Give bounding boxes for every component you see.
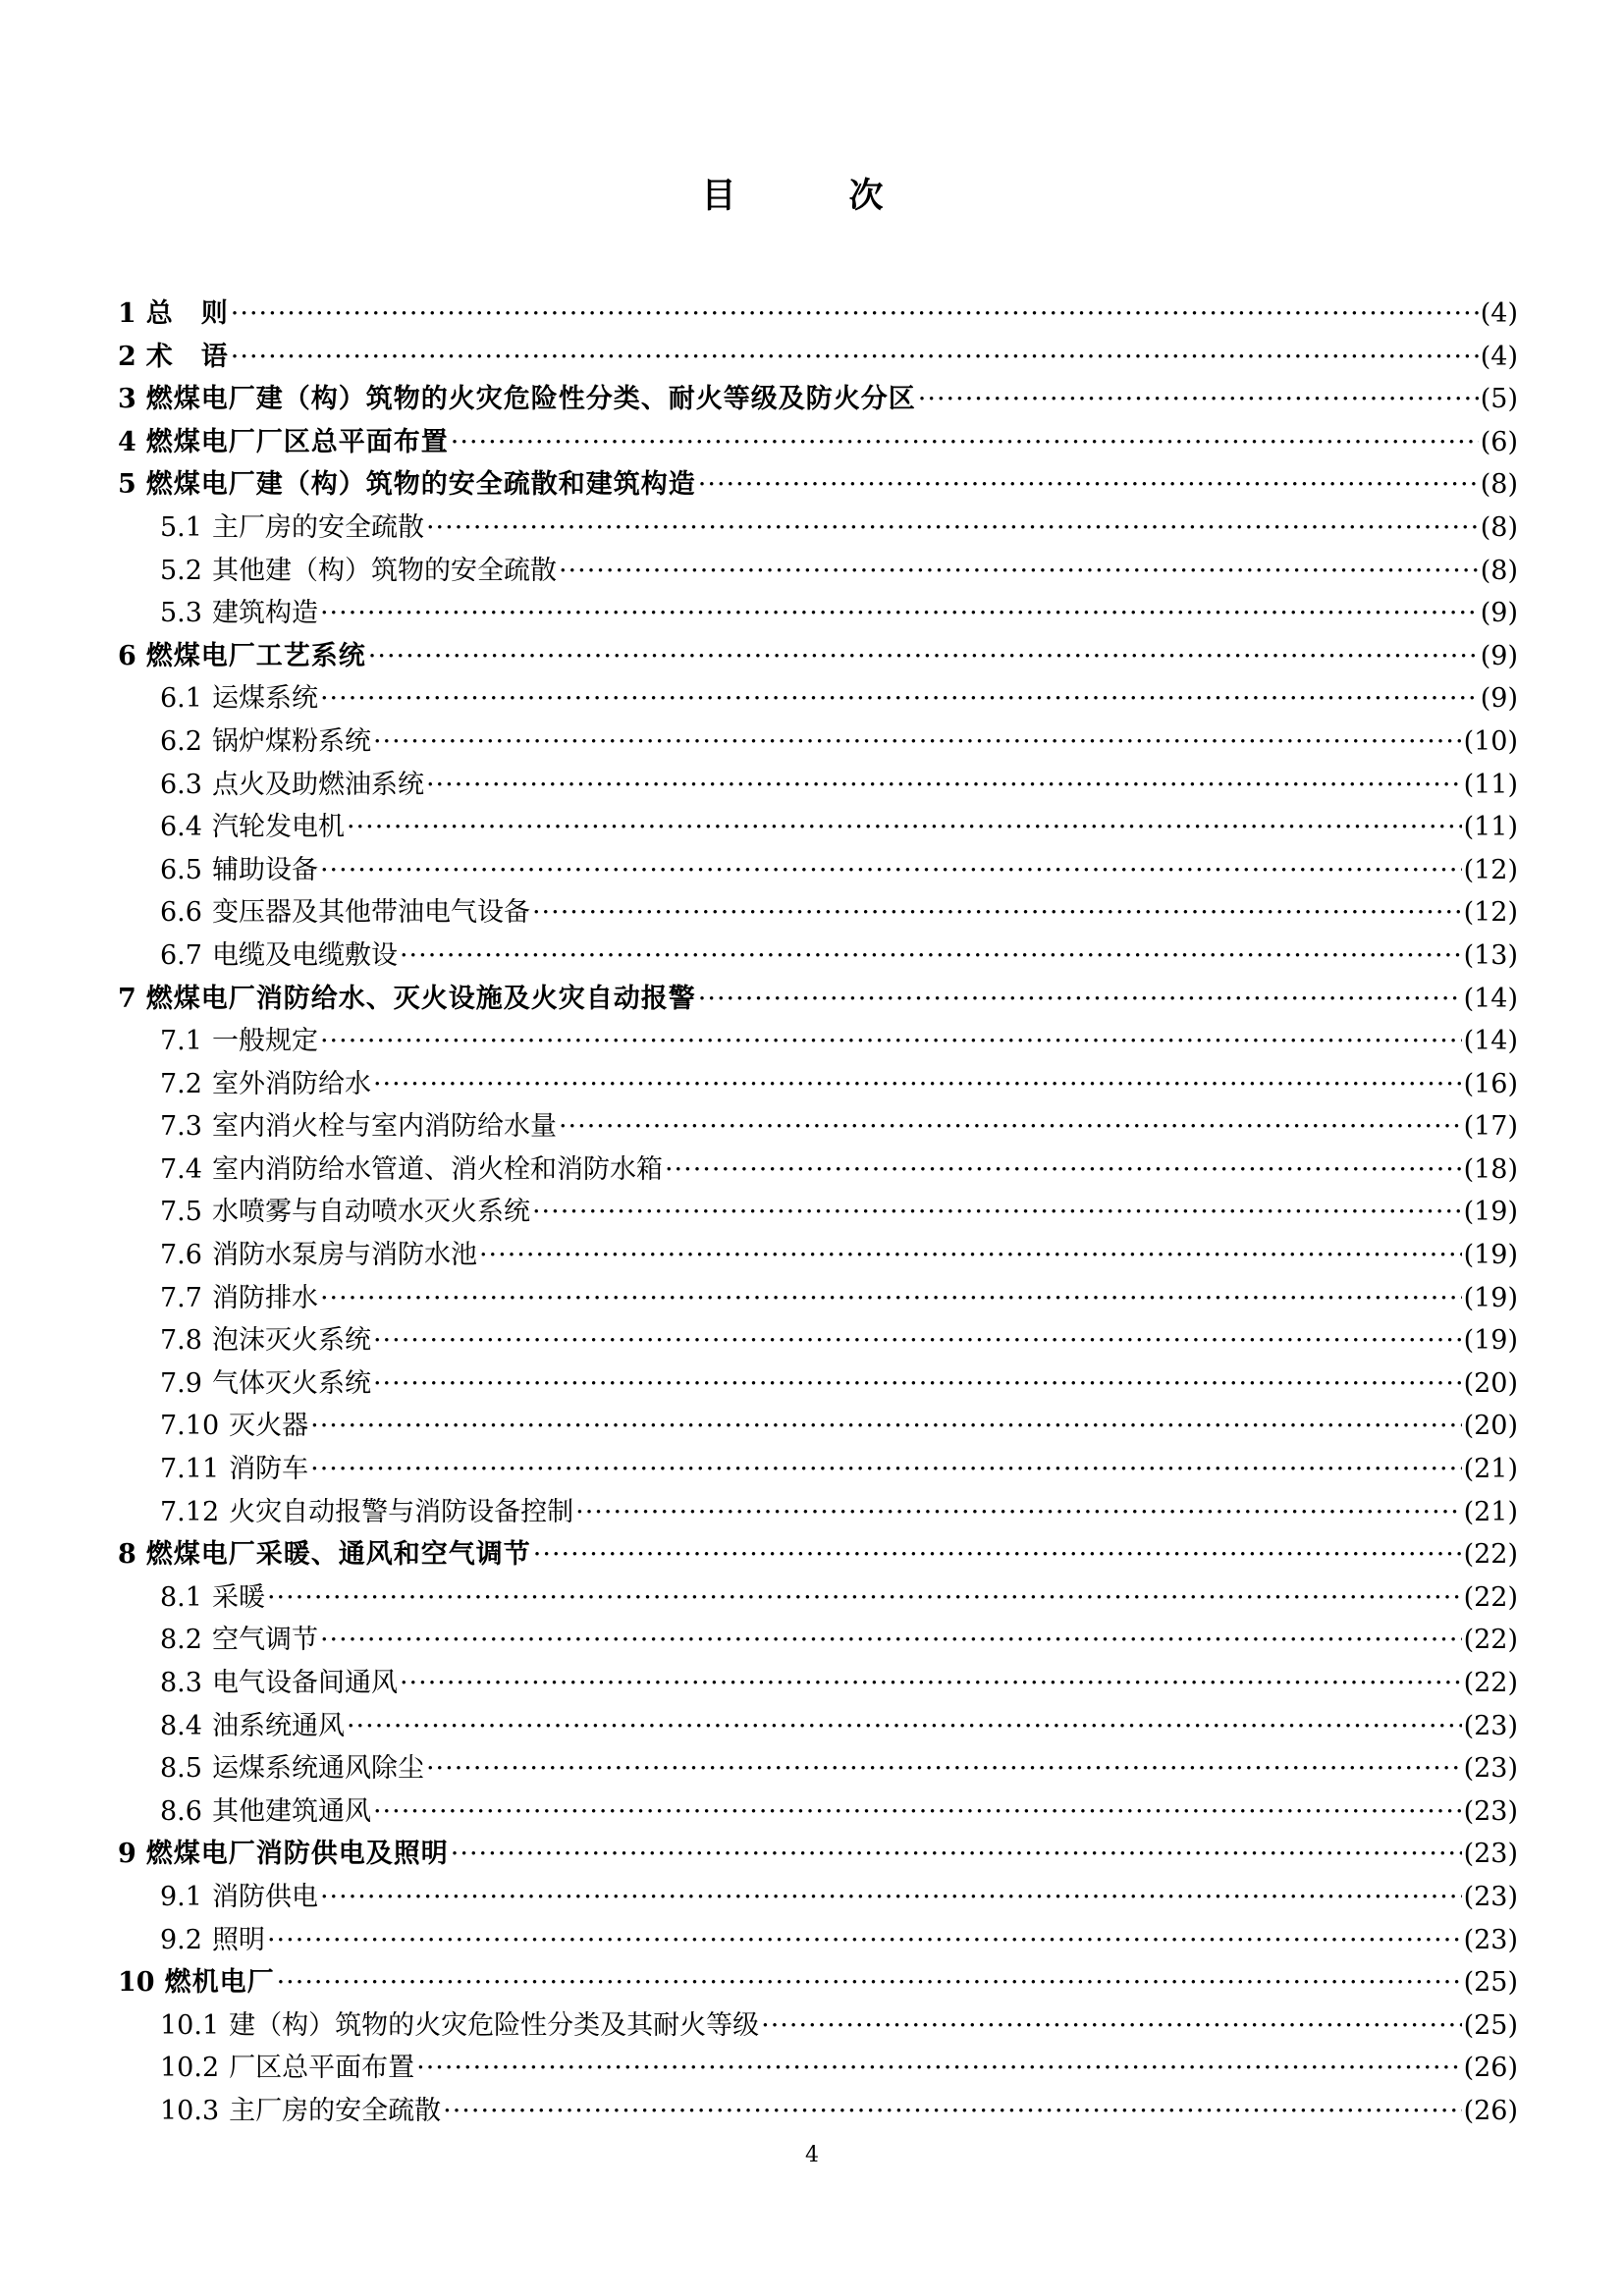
toc-entry-title: 火灾自动报警与消防设备控制 [229, 1496, 574, 1527]
toc-entry-page: (8) [1480, 555, 1518, 586]
toc-section-entry[interactable] [118, 934, 1518, 978]
toc-entry-title: 气体灭火系统 [211, 1367, 371, 1399]
toc-dot-leader [400, 1662, 1462, 1705]
toc-entry-page: (14) [1463, 983, 1518, 1014]
toc-entry-number: 7 [118, 983, 136, 1014]
toc-section-entry[interactable] [118, 1448, 1518, 1491]
toc-entry-title: 总 则 [145, 298, 229, 329]
toc-entry-title: 灭火器 [229, 1411, 309, 1442]
table-of-contents [118, 293, 1518, 2133]
toc-section-entry[interactable] [118, 1277, 1518, 1320]
toc-entry-title: 消防车 [229, 1454, 309, 1485]
toc-entry-page: (16) [1463, 1068, 1518, 1099]
toc-entry-title: 术 语 [145, 341, 229, 372]
toc-entry-title: 辅助设备 [211, 854, 318, 885]
toc-entry-number: 8.3 [160, 1668, 202, 1698]
toc-section-entry[interactable] [118, 2090, 1518, 2133]
toc-section-entry[interactable] [118, 849, 1518, 892]
toc-entry-number: 6.6 [160, 897, 202, 929]
toc-dot-leader [320, 1876, 1462, 1919]
toc-dot-leader [559, 1105, 1462, 1148]
toc-entry-number: 5 [118, 469, 136, 501]
toc-entry-number: 5.2 [160, 555, 202, 586]
toc-entry-number: 6.7 [160, 939, 202, 971]
toc-entry-title: 建（构）筑物的火灾危险性分类及其耐火等级 [229, 2009, 760, 2041]
toc-entry-page: (8) [1480, 511, 1518, 543]
toc-chapter-entry[interactable] [118, 1961, 1518, 2004]
toc-section-entry[interactable] [118, 1491, 1518, 1534]
toc-entry-page: (19) [1463, 1197, 1518, 1228]
toc-entry-title: 燃煤电厂厂区总平面布置 [145, 426, 449, 457]
toc-dot-leader [761, 2004, 1461, 2048]
toc-entry-number: 5.3 [160, 598, 202, 629]
toc-entry-page: (21) [1463, 1454, 1518, 1485]
toc-entry-title: 电缆及电缆敷设 [211, 939, 398, 971]
toc-dot-leader [347, 1705, 1462, 1748]
toc-entry-title: 变压器及其他带油电气设备 [211, 897, 530, 929]
toc-entry-number: 2 [118, 341, 136, 372]
toc-entry-number: 8.6 [160, 1795, 202, 1827]
toc-dot-leader [320, 1619, 1462, 1662]
toc-entry-number: 10 [118, 1967, 155, 1999]
toc-entry-number: 7.11 [160, 1454, 220, 1485]
toc-entry-page: (12) [1463, 897, 1518, 929]
toc-dot-leader [400, 934, 1462, 978]
toc-entry-page: (23) [1463, 1753, 1518, 1785]
toc-entry-title: 室内消防给水管道、消火栓和消防水箱 [211, 1153, 663, 1185]
toc-chapter-entry[interactable] [118, 293, 1518, 336]
toc-dot-leader [533, 1533, 1462, 1576]
toc-entry-number: 9 [118, 1839, 136, 1870]
toc-entry-title: 消防供电 [211, 1881, 318, 1912]
toc-chapter-entry[interactable] [118, 463, 1518, 507]
toc-entry-title: 照明 [211, 1924, 265, 1955]
toc-entry-title: 燃煤电厂建（构）筑物的安全疏散和建筑构造 [145, 469, 696, 501]
toc-dot-leader [532, 1191, 1462, 1234]
toc-entry-number: 3 [118, 384, 136, 415]
toc-dot-leader [373, 1362, 1462, 1406]
toc-entry-page: (4) [1480, 341, 1518, 372]
toc-entry-page: (11) [1463, 769, 1518, 800]
toc-section-entry[interactable] [118, 1319, 1518, 1362]
toc-entry-page: (21) [1463, 1496, 1518, 1527]
toc-entry-number: 7.2 [160, 1068, 202, 1099]
toc-dot-leader [451, 1833, 1462, 1876]
toc-entry-title: 采暖 [211, 1581, 265, 1613]
toc-entry-title: 燃煤电厂采暖、通风和空气调节 [145, 1539, 531, 1571]
toc-section-entry[interactable] [118, 2047, 1518, 2090]
toc-dot-leader [320, 1277, 1462, 1320]
toc-entry-title: 其他建筑通风 [211, 1795, 371, 1827]
toc-section-entry[interactable] [118, 1405, 1518, 1448]
toc-section-entry[interactable] [118, 1020, 1518, 1063]
toc-entry-page: (23) [1463, 1881, 1518, 1912]
toc-entry-title: 燃煤电厂消防给水、灭火设施及火灾自动报警 [145, 983, 696, 1014]
toc-entry-title: 消防排水 [211, 1282, 318, 1313]
toc-entry-number: 1 [118, 298, 136, 329]
toc-section-entry[interactable] [118, 677, 1518, 721]
toc-entry-page: (13) [1463, 939, 1518, 971]
toc-chapter-entry[interactable] [118, 378, 1518, 421]
toc-entry-page: (22) [1463, 1625, 1518, 1656]
toc-entry-page: (9) [1480, 598, 1518, 629]
toc-section-entry[interactable] [118, 1576, 1518, 1620]
page-title: 目 次 [701, 176, 923, 216]
toc-entry-page: (19) [1463, 1240, 1518, 1271]
toc-section-entry[interactable] [118, 1234, 1518, 1277]
toc-entry-page: (17) [1463, 1111, 1518, 1143]
toc-entry-number: 6 [118, 640, 136, 671]
toc-entry-title: 燃煤电厂工艺系统 [145, 640, 366, 671]
toc-entry-title: 室内消火栓与室内消防给水量 [211, 1111, 557, 1143]
toc-dot-leader [310, 1405, 1461, 1448]
toc-dot-leader [368, 635, 1479, 678]
toc-dot-leader [320, 1020, 1462, 1063]
toc-entry-number: 6.5 [160, 854, 202, 885]
toc-entry-page: (5) [1480, 384, 1518, 415]
toc-dot-leader [310, 1448, 1461, 1491]
toc-entry-title: 运煤系统 [211, 683, 318, 715]
page-number: 4 [805, 2143, 819, 2167]
toc-entry-page: (23) [1463, 1839, 1518, 1870]
toc-dot-leader [320, 592, 1479, 635]
toc-entry-page: (26) [1463, 2095, 1518, 2126]
toc-entry-number: 10.1 [160, 2009, 220, 2041]
toc-section-entry[interactable] [118, 550, 1518, 593]
toc-dot-leader [559, 550, 1479, 593]
toc-section-entry[interactable] [118, 2004, 1518, 2048]
toc-entry-page: (20) [1463, 1411, 1518, 1442]
toc-entry-page: (12) [1463, 854, 1518, 885]
toc-chapter-entry[interactable] [118, 421, 1518, 464]
toc-entry-title: 室外消防给水 [211, 1068, 371, 1099]
toc-section-entry[interactable] [118, 806, 1518, 849]
toc-dot-leader [231, 336, 1479, 379]
toc-entry-title: 燃煤电厂建（构）筑物的火灾危险性分类、耐火等级及防火分区 [145, 384, 916, 415]
toc-entry-title: 泡沫灭火系统 [211, 1325, 371, 1357]
toc-dot-leader [320, 849, 1462, 892]
toc-section-entry[interactable] [118, 1876, 1518, 1919]
toc-entry-number: 10.2 [160, 2053, 220, 2084]
toc-section-entry[interactable] [118, 1747, 1518, 1790]
toc-entry-number: 5.1 [160, 511, 202, 543]
toc-entry-title: 主厂房的安全疏散 [211, 511, 424, 543]
toc-entry-page: (22) [1463, 1668, 1518, 1698]
toc-entry-number: 7.8 [160, 1325, 202, 1357]
toc-section-entry[interactable] [118, 1105, 1518, 1148]
toc-entry-title: 燃煤电厂消防供电及照明 [145, 1839, 449, 1870]
toc-entry-number: 8.1 [160, 1581, 202, 1613]
toc-chapter-entry[interactable] [118, 336, 1518, 379]
toc-entry-title: 建筑构造 [211, 598, 318, 629]
toc-entry-number: 10.3 [160, 2095, 220, 2126]
toc-entry-number: 6.1 [160, 683, 202, 715]
toc-dot-leader [918, 378, 1479, 421]
toc-dot-leader [277, 1961, 1462, 2004]
toc-entry-page: (26) [1463, 2053, 1518, 2084]
toc-chapter-entry[interactable] [118, 635, 1518, 678]
toc-entry-page: (9) [1480, 683, 1518, 715]
toc-section-entry[interactable] [118, 1662, 1518, 1705]
toc-dot-leader [231, 293, 1479, 336]
toc-entry-page: (22) [1463, 1581, 1518, 1613]
toc-entry-title: 消防水泵房与消防水池 [211, 1240, 477, 1271]
toc-entry-number: 7.10 [160, 1411, 220, 1442]
toc-dot-leader [416, 2047, 1461, 2090]
toc-dot-leader [373, 721, 1462, 764]
toc-dot-leader [373, 1319, 1462, 1362]
toc-dot-leader [267, 1919, 1462, 1962]
toc-dot-leader [373, 1063, 1462, 1106]
toc-entry-number: 8.2 [160, 1625, 202, 1656]
toc-entry-title: 点火及助燃油系统 [211, 769, 424, 800]
toc-dot-leader [267, 1576, 1462, 1620]
toc-entry-title: 主厂房的安全疏散 [229, 2095, 442, 2126]
toc-entry-page: (19) [1463, 1325, 1518, 1357]
toc-section-entry[interactable] [118, 1191, 1518, 1234]
toc-section-entry[interactable] [118, 1362, 1518, 1406]
toc-section-entry[interactable] [118, 891, 1518, 934]
toc-entry-page: (23) [1463, 1710, 1518, 1741]
toc-entry-page: (25) [1463, 2009, 1518, 2041]
toc-dot-leader [426, 1747, 1462, 1790]
toc-entry-number: 7.3 [160, 1111, 202, 1143]
toc-entry-page: (6) [1480, 426, 1518, 457]
toc-dot-leader [320, 677, 1479, 721]
toc-entry-page: (18) [1463, 1153, 1518, 1185]
toc-entry-number: 7.7 [160, 1282, 202, 1313]
toc-entry-title: 电气设备间通风 [211, 1668, 398, 1698]
toc-entry-number: 4 [118, 426, 136, 457]
toc-chapter-entry[interactable] [118, 1533, 1518, 1576]
toc-dot-leader [575, 1491, 1461, 1534]
toc-section-entry[interactable] [118, 1790, 1518, 1834]
toc-dot-leader [698, 463, 1479, 507]
toc-entry-number: 8.5 [160, 1753, 202, 1785]
toc-entry-number: 7.5 [160, 1197, 202, 1228]
toc-entry-number: 7.9 [160, 1367, 202, 1399]
toc-dot-leader [532, 891, 1462, 934]
toc-entry-title: 其他建（构）筑物的安全疏散 [211, 555, 557, 586]
toc-dot-leader [426, 764, 1462, 807]
toc-dot-leader [698, 978, 1462, 1021]
toc-section-entry[interactable] [118, 507, 1518, 550]
toc-entry-page: (25) [1463, 1967, 1518, 1999]
toc-entry-title: 一般规定 [211, 1026, 318, 1057]
toc-entry-number: 7.6 [160, 1240, 202, 1271]
toc-entry-title: 锅炉煤粉系统 [211, 725, 371, 757]
toc-entry-title: 汽轮发电机 [211, 812, 345, 843]
toc-entry-number: 6.3 [160, 769, 202, 800]
toc-entry-page: (22) [1463, 1539, 1518, 1571]
toc-entry-page: (23) [1463, 1795, 1518, 1827]
toc-entry-title: 空气调节 [211, 1625, 318, 1656]
toc-entry-title: 水喷雾与自动喷水灭火系统 [211, 1197, 530, 1228]
toc-entry-page: (23) [1463, 1924, 1518, 1955]
toc-section-entry[interactable] [118, 1705, 1518, 1748]
toc-section-entry[interactable] [118, 1619, 1518, 1662]
toc-dot-leader [451, 421, 1479, 464]
toc-entry-number: 9.2 [160, 1924, 202, 1955]
toc-entry-page: (20) [1463, 1367, 1518, 1399]
toc-chapter-entry[interactable] [118, 1833, 1518, 1876]
toc-entry-title: 运煤系统通风除尘 [211, 1753, 424, 1785]
toc-entry-number: 6.2 [160, 725, 202, 757]
toc-entry-page: (8) [1480, 469, 1518, 501]
toc-entry-page: (10) [1463, 725, 1518, 757]
toc-entry-number: 6.4 [160, 812, 202, 843]
toc-chapter-entry[interactable] [118, 978, 1518, 1021]
toc-entry-title: 厂区总平面布置 [229, 2053, 415, 2084]
toc-entry-page: (11) [1463, 812, 1518, 843]
toc-entry-page: (19) [1463, 1282, 1518, 1313]
toc-entry-page: (9) [1480, 640, 1518, 671]
toc-entry-number: 7.1 [160, 1026, 202, 1057]
toc-dot-leader [426, 507, 1479, 550]
toc-section-entry[interactable] [118, 592, 1518, 635]
toc-entry-number: 9.1 [160, 1881, 202, 1912]
toc-section-entry[interactable] [118, 1919, 1518, 1962]
toc-entry-title: 油系统通风 [211, 1710, 345, 1741]
toc-section-entry[interactable] [118, 764, 1518, 807]
toc-section-entry[interactable] [118, 1063, 1518, 1106]
toc-dot-leader [479, 1234, 1462, 1277]
toc-entry-title: 燃机电厂 [164, 1967, 275, 1999]
toc-entry-number: 8 [118, 1539, 136, 1571]
toc-section-entry[interactable] [118, 1148, 1518, 1192]
toc-dot-leader [443, 2090, 1461, 2133]
toc-entry-number: 7.12 [160, 1496, 220, 1527]
toc-section-entry[interactable] [118, 721, 1518, 764]
toc-entry-number: 7.4 [160, 1153, 202, 1185]
toc-dot-leader [347, 806, 1462, 849]
toc-entry-page: (4) [1480, 298, 1518, 329]
toc-entry-page: (14) [1463, 1026, 1518, 1057]
toc-entry-number: 8.4 [160, 1710, 202, 1741]
toc-dot-leader [373, 1790, 1462, 1834]
toc-dot-leader [665, 1148, 1462, 1192]
